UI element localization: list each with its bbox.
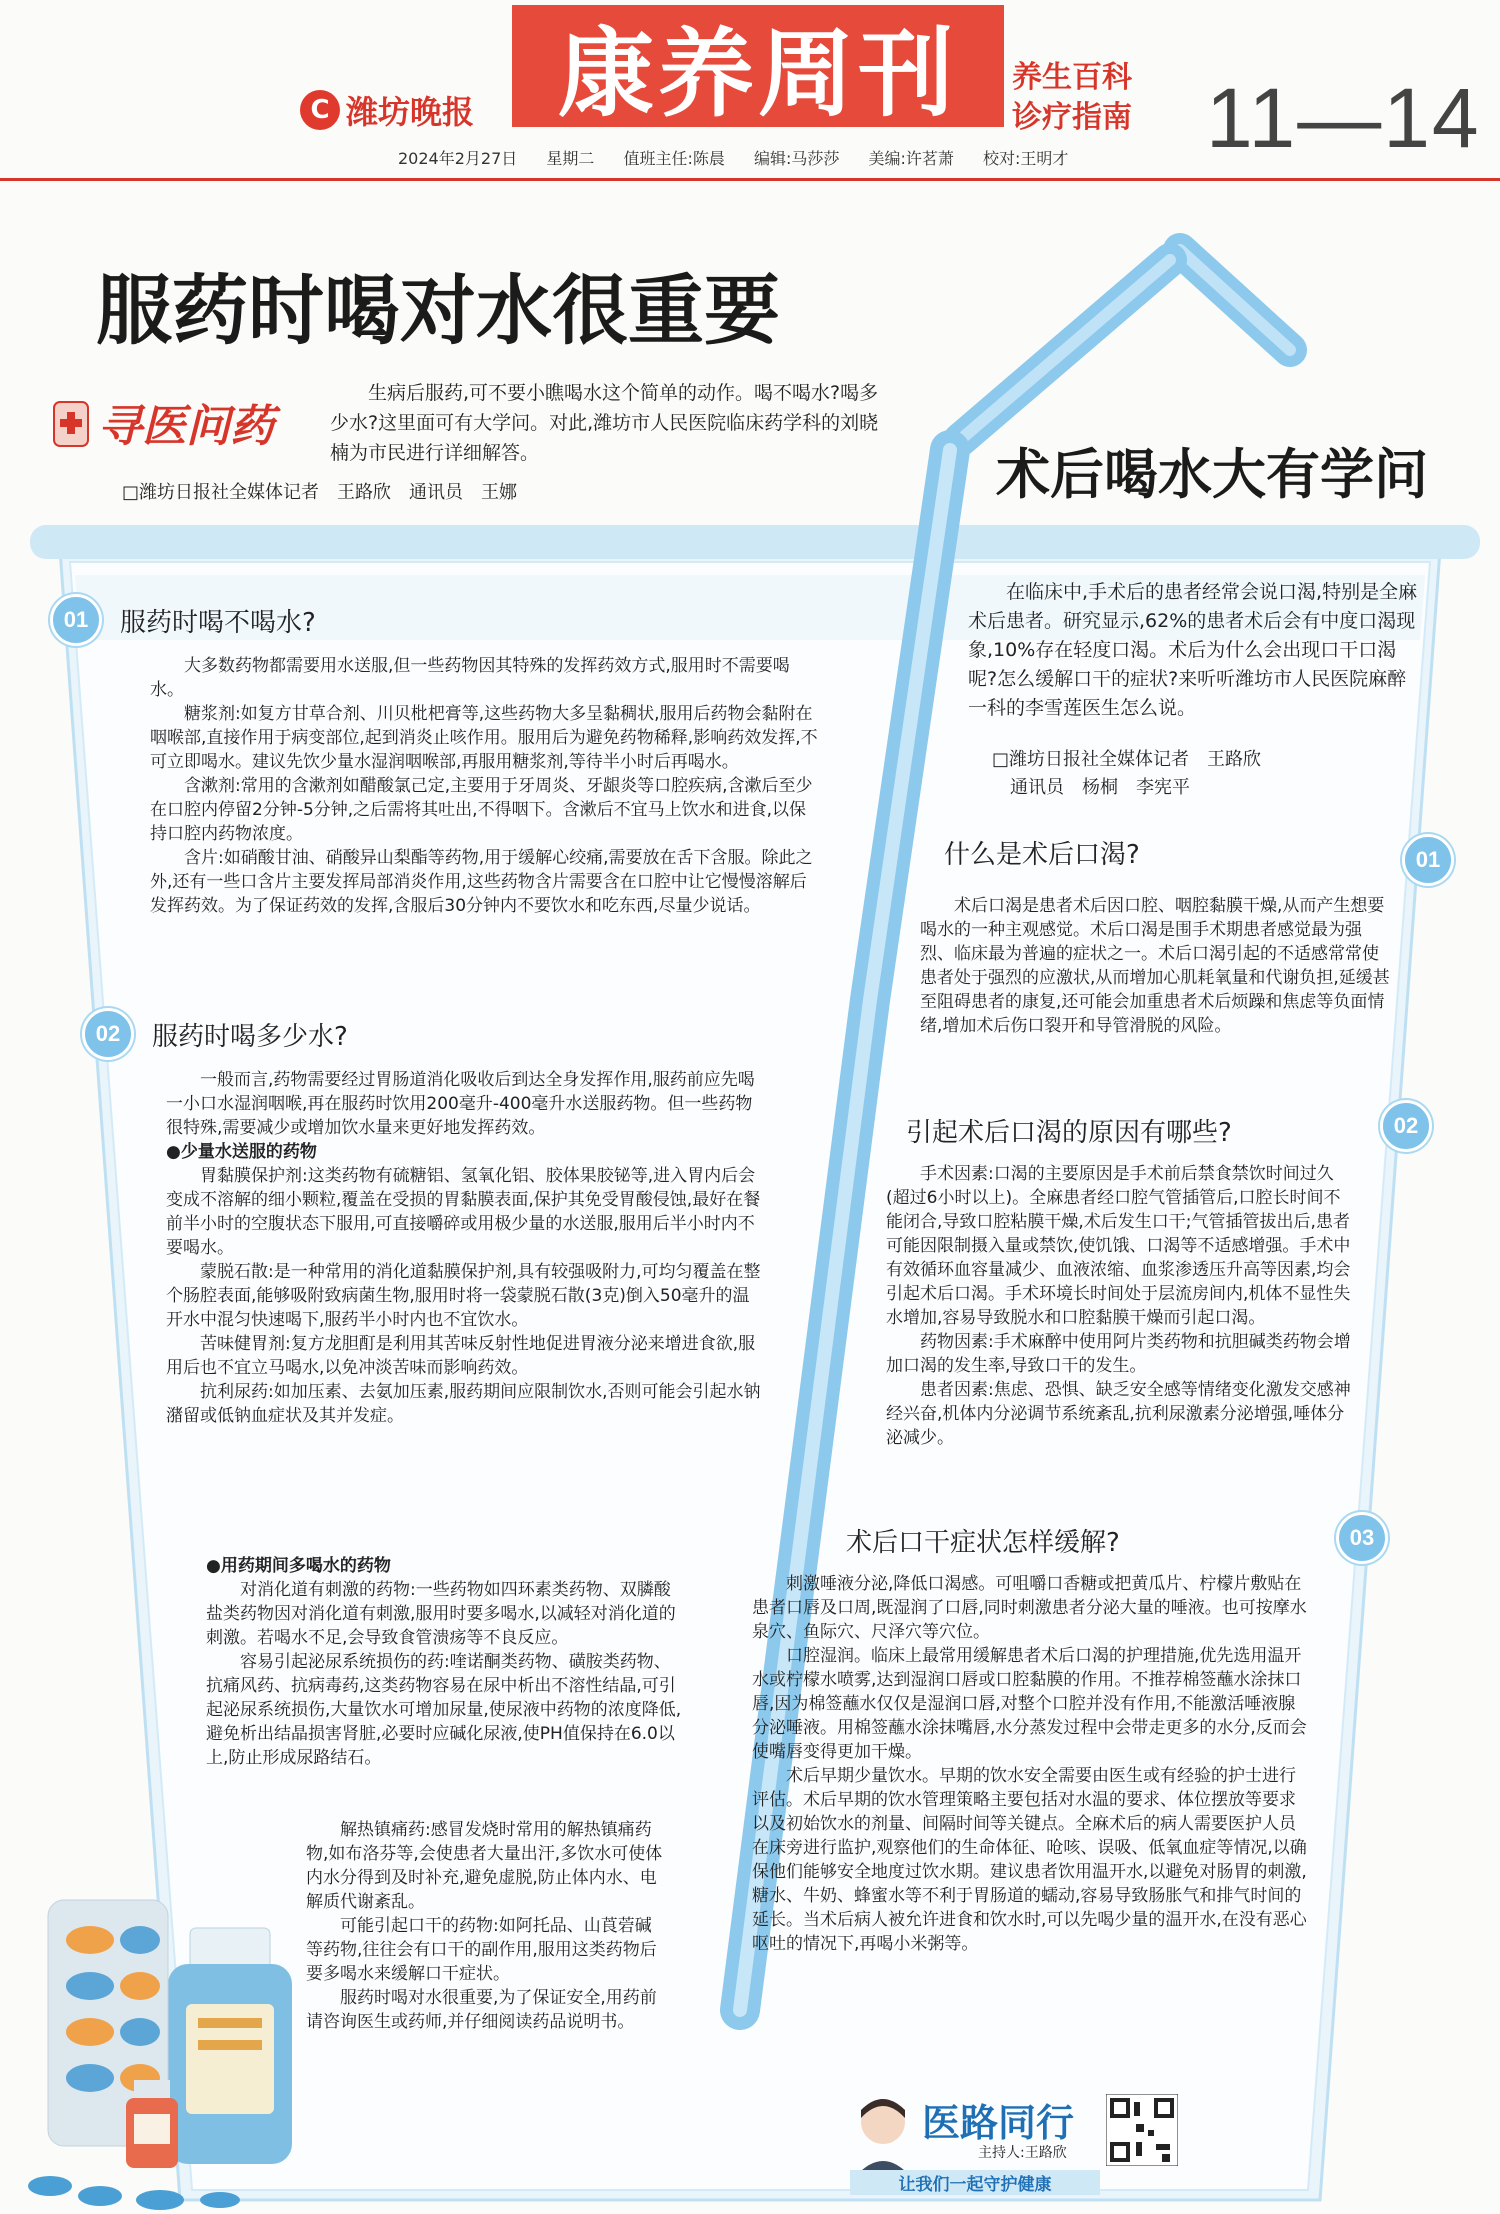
paragraph: 胃黏膜保护剂:这类药物有硫糖铝、氢氧化铝、胶体果胶铋等,进入胃内后会变成不溶解的细小颗粒,覆盖在受损的胃黏膜表面,保护其免受胃酸侵蚀,最好在餐前半小时的空腹状态下服用,可直接嚼碎或用极少量的水送服,服用后半小时内不要喝水。 (166, 1166, 761, 1258)
paragraph: 可能引起口干的药物:如阿托品、山莨菪碱等药物,往往会有口干的副作用,服用这类药物后要多喝水来缓解口干症状。 (306, 1916, 657, 1984)
newspaper-logo (300, 88, 500, 132)
section-title: 服药时喝不喝水? (120, 607, 316, 638)
left-section-02-body-c (306, 1818, 666, 2034)
right-section-01-body (920, 894, 1390, 1038)
logo-mark-icon: C (300, 90, 340, 130)
left-section-02-body-a (166, 1068, 766, 1428)
right-section-02-body (886, 1162, 1356, 1450)
paragraph: 蒙脱石散:是一种常用的消化道黏膜保护剂,具有较强吸附力,可均匀覆盖在整个肠腔表面,能够吸附致病菌生物,服用时将一袋蒙脱石散(3克)倒入50毫升的温开水中混匀快速喝下,服药半小时内也不宜饮水。 (166, 1262, 761, 1330)
right-intro: 在临床中,手术后的患者经常会说口渴,特别是全麻术后患者。研究显示,62%的患者术后会有中度口渴现象,10%存在轻度口渴。术后为什么会出现口干口渴呢?怎么缓解口干的症状?来听听潍坊市人民医院麻醉一科的李雪莲医生怎么说。 (968, 581, 1418, 719)
section-title: 什么是术后口渴? (944, 840, 1140, 870)
section-badge: 02 (1380, 1100, 1432, 1152)
section-badge: 01 (50, 594, 102, 646)
right-section-03-heading (846, 1522, 1120, 1559)
left-section-01-body (150, 654, 818, 918)
qr-code-icon (1106, 2094, 1178, 2166)
section-subtitle (1012, 58, 1132, 138)
paragraph: 解热镇痛药:感冒发烧时常用的解热镇痛药物,如布洛芬等,会使患者大量出汗,多饮水可使体内水分得到及时补充,避免虚脱,防止体内水、电解质代谢紊乱。 (306, 1820, 663, 1912)
paragraph: 服药时喝对水很重要,为了保证安全,用药前请咨询医生或药师,并仔细阅读药品说明书。 (306, 1988, 657, 2032)
column-footer (850, 2086, 1180, 2195)
column-name: 寻医问药 (98, 401, 274, 452)
paragraph: 苦味健胃剂:复方龙胆酊是利用其苦味反射性地促进胃液分泌来增进食欲,服用后也不宜立马喝水,以免冲淡苦味而影响药效。 (166, 1334, 756, 1378)
duty-editor: 值班主任:陈晨 (623, 149, 725, 168)
section-title: 康养周刊 (558, 16, 958, 130)
right-section-02-heading (906, 1112, 1232, 1149)
left-section-02-body-b (206, 1554, 686, 1770)
subheading: ●少量水送服的药物 (166, 1142, 317, 1162)
designer: 美编:许茗萧 (868, 149, 954, 168)
footer-host: 主持人:王路欣 (978, 2145, 1067, 2161)
left-byline: □潍坊日报社全媒体记者 王路欣 通讯员 王娜 (122, 482, 518, 503)
page-numbers: 11—14 (1206, 71, 1481, 165)
right-byline-2: 通讯员 杨桐 李宪平 (1010, 777, 1190, 798)
paragraph: 药物因素:手术麻醉中使用阿片类药物和抗胆碱类药物会增加口渴的发生率,导致口干的发生。 (886, 1332, 1351, 1376)
left-section-01-heading (50, 594, 316, 646)
column-logo (50, 386, 300, 456)
medicine-kit-icon (50, 390, 94, 450)
issue-info (398, 146, 1092, 169)
section-title: 服药时喝多少水? (152, 1021, 348, 1052)
paragraph: 刺激唾液分泌,降低口渴感。可咀嚼口香糖或把黄瓜片、柠檬片敷贴在患者口唇及口周,既湿润了口唇,同时刺激患者分泌大量的唾液。也可按摩水泉穴、鱼际穴、尺泽穴等穴位。 (752, 1574, 1307, 1642)
paragraph: 一般而言,药物需要经过胃肠道消化吸收后到达全身发挥作用,服药前应先喝一小口水湿润咽喉,再在服药时饮用200毫升-400毫升水送服药物。但一些药物很特殊,需要减少或增加饮水量来更好地发挥药效。 (166, 1070, 755, 1138)
paragraph: 对消化道有刺激的药物:一些药物如四环素类药物、双膦酸盐类药物因对消化道有刺激,服用时要多喝水,以减轻对消化道的刺激。若喝水不足,会导致食管溃疡等不良反应。 (206, 1580, 676, 1648)
issue-date: 2024年2月27日 (398, 149, 518, 168)
footer-slogan: 让我们一起守护健康 (850, 2170, 1100, 2195)
right-section-03-body (752, 1572, 1312, 1956)
section-badge: 02 (82, 1008, 134, 1060)
right-byline-1: □潍坊日报社全媒体记者 王路欣 (992, 749, 1262, 770)
section-badge: 01 (1402, 834, 1454, 886)
section-badge: 03 (1336, 1512, 1388, 1564)
masthead-divider (0, 178, 1500, 181)
paragraph: 容易引起泌尿系统损伤的药:喹诺酮类药物、磺胺类药物、抗痛风药、抗病毒药,这类药物容易在尿中析出不溶性结晶,可引起泌尿系统损伤,大量饮水可增加尿量,使尿液中药物的浓度降低,避免析出结晶损害肾脏,必要时应碱化尿液,使PH值保持在6.0以上,防止形成尿路结石。 (206, 1652, 682, 1768)
paragraph: 术后早期少量饮水。早期的饮水安全需要由医生或有经验的护士进行评估。术后早期的饮水管理策略主要包括对水温的要求、体位摆放等要求以及初始饮水的剂量、间隔时间等关键点。全麻术后的病人需要医护人员在床旁进行监护,观察他们的生命体征、呛咳、误吸、低氧血症等情况,以确保他们能够安全地度过饮水期。建议患者饮用温开水,以避免对肠胃的刺激,糖水、牛奶、蜂蜜水等不利于胃肠道的蠕动,容易导致肠胀气和排气时间的延长。当术后病人被允许进食和饮水时,可以先喝少量的温开水,在没有恶心呕吐的情况下,再喝小米粥等。 (752, 1766, 1307, 1954)
paragraph: 患者因素:焦虑、恐惧、缺乏安全感等情绪变化激发交感神经兴奋,机体内分泌调节系统紊乱,抗利尿激素分泌增强,唾体分泌减少。 (886, 1380, 1351, 1448)
left-intro: 生病后服药,可不要小瞧喝水这个简单的动作。喝不喝水?喝多少水?这里面可有大学问。对此,潍坊市人民医院临床药学科的刘晓楠为市民进行详细解答。 (330, 382, 879, 464)
paragraph: 含片:如硝酸甘油、硝酸异山梨酯等药物,用于缓解心绞痛,需要放在舌下含服。除此之外,还有一些口含片主要发挥局部消炎作用,这些药物含片需要含在口腔中让它慢慢溶解后发挥药效。为了保证药效的发挥,含服后30分钟内不要饮水和吃东西,尽量少说话。 (150, 848, 813, 916)
subtitle-line-1: 养生百科 (1012, 60, 1132, 95)
paragraph: 糖浆剂:如复方甘草合剂、川贝枇杷膏等,这些药物大多呈黏稠状,服用后药物会黏附在咽喉部,直接作用于病变部位,起到消炎止咳作用。服用后为避免药物稀释,影响药效发挥,不可立即喝水。建议先饮少量水湿润咽喉部,再服用糖浆剂,等待半小时后再喝水。 (150, 704, 818, 772)
left-headline: 服药时喝对水很重要 (96, 266, 780, 355)
subtitle-line-2: 诊疗指南 (1012, 100, 1132, 135)
left-section-02-heading (82, 1008, 348, 1060)
paragraph: 术后口渴是患者术后因口腔、咽腔黏膜干燥,从而产生想要喝水的一种主观感觉。术后口渴是围手术期患者感觉最为强烈、临床最为普遍的症状之一。术后口渴引起的不适感常常使患者处于强烈的应激状,从而增加心肌耗氧量和代谢负担,延缓甚至阻碍患者的康复,还可能会加重患者术后烦躁和焦虑等负面情绪,增加术后伤口裂开和导管滑脱的风险。 (920, 896, 1390, 1036)
section-title: 术后口干症状怎样缓解? (846, 1528, 1120, 1558)
paragraph: 含漱剂:常用的含漱剂如醋酸氯己定,主要用于牙周炎、牙龈炎等口腔疾病,含漱后至少在口腔内停留2分钟-5分钟,之后需将其吐出,不得咽下。含漱后不宜马上饮水和进食,以保持口腔内药物浓度。 (150, 776, 813, 844)
paragraph: 抗利尿药:如加压素、去氨加压素,服药期间应限制饮水,否则可能会引起水钠潴留或低钠血症状及其并发症。 (166, 1382, 761, 1426)
proofreader: 校对:王明才 (982, 149, 1069, 168)
subheading: ●用药期间多喝水的药物 (206, 1556, 391, 1576)
section-title-box (512, 5, 1004, 130)
footer-column-title: 医路同行 (922, 2101, 1075, 2145)
paragraph: 手术因素:口渴的主要原因是手术前后禁食禁饮时间过久(超过6小时以上)。全麻患者经口腔气管插管后,口腔长时间不能闭合,导致口腔粘膜干燥,术后发生口干;气管插管拔出后,患者可能因限制摄入量或禁饮,使饥饿、口渴等不适感增强。手术中有效循环血容量减少、血液浓缩、血浆渗透压升高等因素,均会引起术后口渴。手术环境长时间处于层流房间内,机体不显性失水增加,容易导致脱水和口腔黏膜干燥而引起口渴。 (886, 1164, 1351, 1328)
paragraph: 大多数药物都需要用水送服,但一些药物因其特殊的发挥药效方式,服用时不需要喝水。 (150, 656, 790, 700)
editor: 编辑:马莎莎 (753, 149, 840, 168)
right-byline (992, 746, 1261, 802)
paper-name: 潍坊晚报 (346, 93, 475, 131)
issue-weekday: 星期二 (546, 149, 595, 168)
right-headline: 术后喝水大有学问 (996, 443, 1428, 506)
section-title: 引起术后口渴的原因有哪些? (906, 1118, 1232, 1148)
host-avatar (850, 2092, 916, 2176)
right-section-01-heading (944, 834, 1140, 871)
paragraph: 口腔湿润。临床上最常用缓解患者术后口渴的护理措施,优先选用温开水或柠檬水喷雾,达到湿润口唇或口腔黏膜的作用。不推荐棉签蘸水涂抹口唇,因为棉签蘸水仅仅是湿润口唇,对整个口腔并没有作用,不能激活唾液腺分泌唾液。用棉签蘸水涂抹嘴唇,水分蒸发过程中会带走更多的水分,反而会使嘴唇变得更加干燥。 (752, 1646, 1307, 1762)
